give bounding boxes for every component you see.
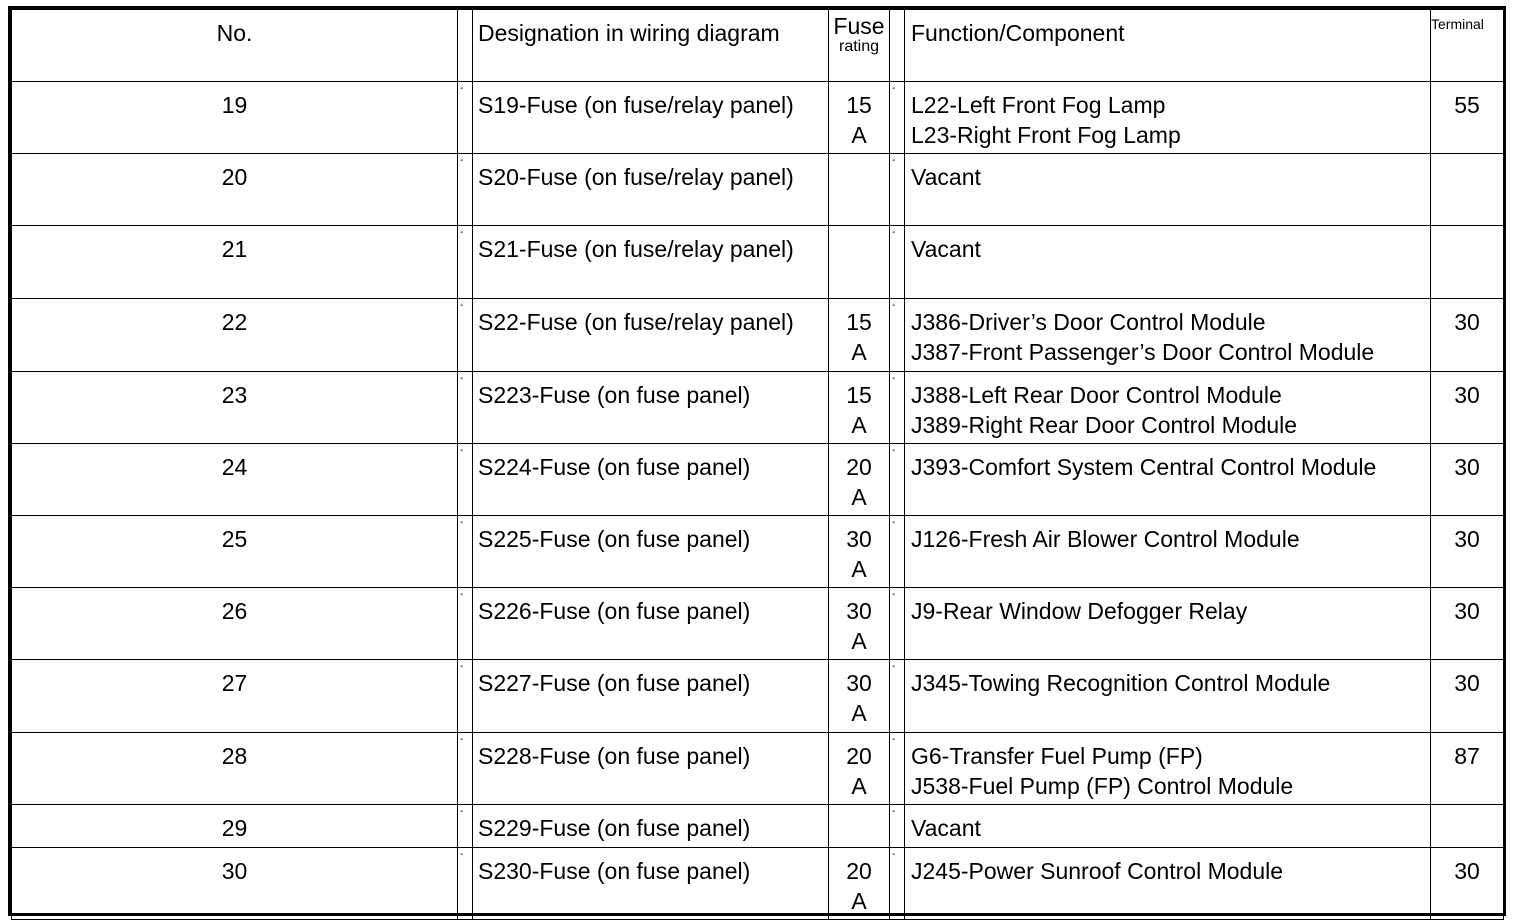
row-terminal: 87 <box>1431 733 1504 805</box>
row-terminal: 30 <box>1431 516 1504 588</box>
gap-mark: - <box>892 300 896 311</box>
row-terminal <box>1431 154 1504 226</box>
row-function <box>905 299 1431 372</box>
row-function-line-1: L22-Left Front Fog Lamp <box>911 92 1166 118</box>
gap-mark: - <box>460 83 464 94</box>
gap-mark: - <box>460 806 464 817</box>
row-gap-2 <box>890 805 905 848</box>
gap-mark: - <box>892 517 896 528</box>
row-function-line-1: J393-Comfort System Central Control Module <box>911 454 1377 480</box>
row-function-line-2: J538-Fuel Pump (FP) Control Module <box>911 773 1294 799</box>
row-gap-2 <box>890 516 905 588</box>
table-row <box>12 805 1504 848</box>
table-row <box>12 444 1504 516</box>
row-function-line-1: J9-Rear Window Defogger Relay <box>911 598 1248 624</box>
gap-mark: - <box>460 661 464 672</box>
row-rating-unit: A <box>851 773 867 799</box>
row-no: 29 <box>12 805 458 848</box>
row-gap-1 <box>458 848 473 920</box>
row-rating <box>829 226 890 299</box>
row-rating-unit: A <box>851 888 867 914</box>
gap-mark: - <box>892 227 896 238</box>
table-row <box>12 82 1504 154</box>
row-designation: S226-Fuse (on fuse panel) <box>473 588 829 660</box>
row-gap-2 <box>890 444 905 516</box>
row-function-line-1: J126-Fresh Air Blower Control Module <box>911 526 1300 552</box>
row-rating-unit: A <box>851 339 867 365</box>
row-no: 26 <box>12 588 458 660</box>
gap-mark: - <box>460 373 464 384</box>
row-rating-value: 20 <box>846 858 872 884</box>
row-rating <box>829 82 890 154</box>
row-gap-2 <box>890 299 905 372</box>
header-designation: Designation in wiring diagram <box>473 10 829 82</box>
row-function-line-1: J245-Power Sunroof Control Module <box>911 858 1284 884</box>
row-function <box>905 154 1431 226</box>
row-rating-value: 15 <box>846 92 872 118</box>
header-no: No. <box>12 10 458 82</box>
table-row <box>12 372 1504 444</box>
row-function <box>905 660 1431 733</box>
row-gap-1 <box>458 733 473 805</box>
gap-mark: - <box>892 806 896 817</box>
row-gap-1 <box>458 226 473 299</box>
row-no: 19 <box>12 82 458 154</box>
row-terminal: 30 <box>1431 299 1504 372</box>
row-rating-value: 30 <box>846 670 872 696</box>
gap-mark: - <box>892 83 896 94</box>
row-rating-unit: A <box>851 556 867 582</box>
row-designation: S223-Fuse (on fuse panel) <box>473 372 829 444</box>
gap-mark: - <box>460 517 464 528</box>
row-designation: S224-Fuse (on fuse panel) <box>473 444 829 516</box>
row-rating-unit: A <box>851 700 867 726</box>
row-function-line-2: J389-Right Rear Door Control Module <box>911 412 1298 438</box>
gap-mark: - <box>460 734 464 745</box>
header-fuse-rating-top: Fuse <box>833 13 885 39</box>
row-designation: S229-Fuse (on fuse panel) <box>473 805 829 848</box>
row-function <box>905 733 1431 805</box>
gap-mark: - <box>460 445 464 456</box>
row-function <box>905 226 1431 299</box>
table-row <box>12 660 1504 733</box>
row-gap-2 <box>890 372 905 444</box>
table-row <box>12 516 1504 588</box>
row-gap-1 <box>458 660 473 733</box>
row-designation: S19-Fuse (on fuse/relay panel) <box>473 82 829 154</box>
row-function-line-2: L23-Right Front Fog Lamp <box>911 122 1181 148</box>
row-rating-unit: A <box>851 122 867 148</box>
row-rating <box>829 516 890 588</box>
row-gap-1 <box>458 805 473 848</box>
row-rating-value: 15 <box>846 382 872 408</box>
gap-mark: - <box>460 589 464 600</box>
table-row <box>12 226 1504 299</box>
row-gap-1 <box>458 299 473 372</box>
row-designation: S225-Fuse (on fuse panel) <box>473 516 829 588</box>
row-gap-2 <box>890 82 905 154</box>
row-no: 24 <box>12 444 458 516</box>
gap-mark: - <box>460 155 464 166</box>
row-terminal: 30 <box>1431 588 1504 660</box>
table-row <box>12 733 1504 805</box>
row-designation: S20-Fuse (on fuse/relay panel) <box>473 154 829 226</box>
row-function-line-1: Vacant <box>911 815 981 841</box>
row-designation: S21-Fuse (on fuse/relay panel) <box>473 226 829 299</box>
row-designation: S228-Fuse (on fuse panel) <box>473 733 829 805</box>
row-function-line-1: J388-Left Rear Door Control Module <box>911 382 1282 408</box>
row-gap-1 <box>458 444 473 516</box>
row-gap-2 <box>890 588 905 660</box>
row-rating-value: 15 <box>846 309 872 335</box>
row-rating <box>829 733 890 805</box>
row-rating <box>829 299 890 372</box>
table-row <box>12 154 1504 226</box>
row-function <box>905 82 1431 154</box>
row-gap-2 <box>890 226 905 299</box>
header-fuse-rating <box>829 10 890 82</box>
row-no: 21 <box>12 226 458 299</box>
row-no: 20 <box>12 154 458 226</box>
row-gap-2 <box>890 733 905 805</box>
row-terminal <box>1431 805 1504 848</box>
row-no: 23 <box>12 372 458 444</box>
row-no: 22 <box>12 299 458 372</box>
row-function-line-2: J387-Front Passenger’s Door Control Module <box>911 339 1375 365</box>
row-rating <box>829 588 890 660</box>
row-gap-2 <box>890 660 905 733</box>
row-function-line-1: G6-Transfer Fuel Pump (FP) <box>911 743 1203 769</box>
gap-mark: - <box>892 589 896 600</box>
row-function-line-1: J386-Driver’s Door Control Module <box>911 309 1266 335</box>
header-fuse-rating-bottom: rating <box>838 38 880 55</box>
row-no: 27 <box>12 660 458 733</box>
row-function <box>905 805 1431 848</box>
gap-mark: - <box>892 734 896 745</box>
row-rating-value: 20 <box>846 743 872 769</box>
gap-mark: - <box>892 445 896 456</box>
row-no: 25 <box>12 516 458 588</box>
row-rating <box>829 805 890 848</box>
row-function <box>905 848 1431 920</box>
row-terminal: 30 <box>1431 444 1504 516</box>
row-rating-value: 30 <box>846 598 872 624</box>
row-function <box>905 372 1431 444</box>
row-gap-1 <box>458 588 473 660</box>
row-gap-2 <box>890 848 905 920</box>
row-rating <box>829 848 890 920</box>
gap-mark: - <box>460 227 464 238</box>
table-row <box>12 299 1504 372</box>
row-rating-unit: A <box>851 628 867 654</box>
gap-mark: - <box>892 155 896 166</box>
row-rating-value: 30 <box>846 526 872 552</box>
header-gap-2 <box>890 10 905 82</box>
row-function-line-1: Vacant <box>911 236 981 262</box>
row-no: 28 <box>12 733 458 805</box>
row-rating <box>829 372 890 444</box>
row-terminal: 30 <box>1431 848 1504 920</box>
row-rating <box>829 154 890 226</box>
row-terminal: 30 <box>1431 660 1504 733</box>
row-no: 30 <box>12 848 458 920</box>
gap-mark: - <box>460 300 464 311</box>
row-function-line-1: J345-Towing Recognition Control Module <box>911 670 1331 696</box>
row-rating-unit: A <box>851 412 867 438</box>
row-designation: S227-Fuse (on fuse panel) <box>473 660 829 733</box>
table-row <box>12 848 1504 920</box>
row-function <box>905 588 1431 660</box>
row-gap-2 <box>890 154 905 226</box>
gap-mark: - <box>892 373 896 384</box>
row-gap-1 <box>458 516 473 588</box>
row-terminal: 55 <box>1431 82 1504 154</box>
row-rating-unit: A <box>851 484 867 510</box>
gap-mark: - <box>892 849 896 860</box>
header-gap-1 <box>458 10 473 82</box>
row-function <box>905 516 1431 588</box>
row-gap-1 <box>458 372 473 444</box>
row-terminal: 30 <box>1431 372 1504 444</box>
fuse-table-frame <box>8 6 1506 916</box>
row-gap-1 <box>458 82 473 154</box>
row-function <box>905 444 1431 516</box>
table-row <box>12 588 1504 660</box>
row-terminal <box>1431 226 1504 299</box>
row-designation: S22-Fuse (on fuse/relay panel) <box>473 299 829 372</box>
header-function: Function/Component <box>905 10 1431 82</box>
row-rating <box>829 444 890 516</box>
gap-mark: - <box>460 849 464 860</box>
row-function-line-1: Vacant <box>911 164 981 190</box>
row-designation: S230-Fuse (on fuse panel) <box>473 848 829 920</box>
row-rating <box>829 660 890 733</box>
header-row <box>12 10 1504 82</box>
row-rating-value: 20 <box>846 454 872 480</box>
fuse-table <box>11 9 1504 920</box>
header-terminal: Terminal <box>1431 10 1504 82</box>
gap-mark: - <box>892 661 896 672</box>
row-gap-1 <box>458 154 473 226</box>
